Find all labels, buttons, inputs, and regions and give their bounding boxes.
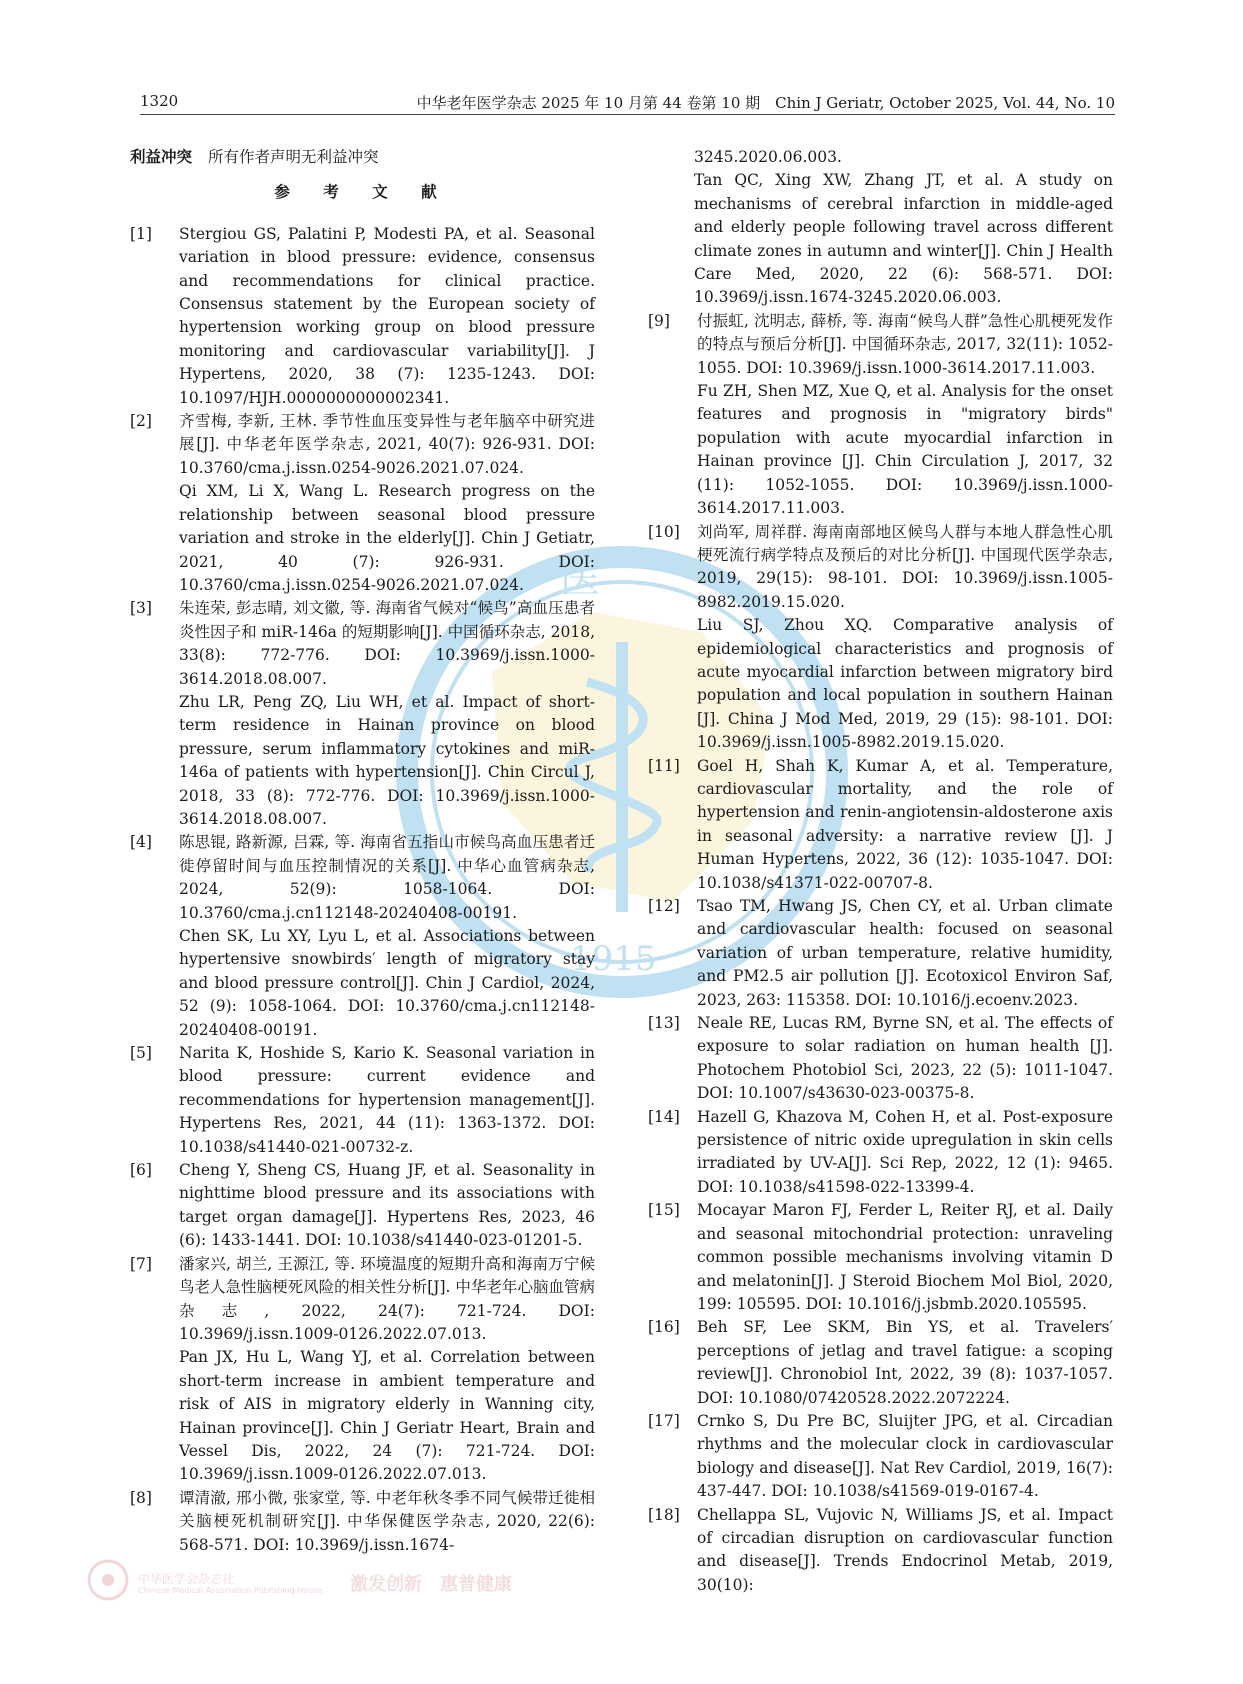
- conflict-of-interest: [130, 146, 595, 169]
- reference-original: 朱连荣, 彭志晴, 刘文徽, 等. 海南省气候对“候鸟”高血压患者炎性因子和 miR-146a 的短期影响[J]. 中国循环杂志, 2018, 33(8): 772-776. DOI: 10.3969/j.issn.1000-3614.2018.08.007.: [179, 599, 595, 688]
- reference-number: [9]: [648, 311, 670, 330]
- reference-item: [648, 521, 1113, 755]
- reference-number: [4]: [130, 833, 152, 852]
- logo-flower-icon: [86, 1558, 130, 1602]
- header-rule: [140, 114, 1115, 115]
- reference-number: [7]: [130, 1254, 152, 1273]
- reference-original: Beh SF, Lee SKM, Bin YS, et al. Travelers′ perceptions of jetlag and travel fatigue: a scoping review[J]. Chronobiol Int, 2022, 39 (8): 1037-1057. DOI: 10.1080/07420528.2022.2072224.: [697, 1318, 1113, 1407]
- reference-text: [697, 1504, 1113, 1598]
- reference-text: [697, 1012, 1113, 1106]
- reference-translation: Liu SJ, Zhou XQ. Comparative analysis of epidemiological characteristics and prognosis of acute myocardial infarction between migratory bird population and local population in southern Hainan [J]. China J Mod Med, 2019, 29 (15): 98-101. DOI: 10.3969/j.issn.1005-8982.2019.15.020.: [697, 616, 1113, 752]
- reference-number: [11]: [648, 756, 680, 775]
- reference-text: [179, 831, 595, 1042]
- reference-text: [697, 1316, 1113, 1410]
- watermark-year: 1915: [570, 939, 657, 979]
- reference-item: [648, 1316, 1113, 1410]
- continued-reference-line: Tan QC, Xing XW, Zhang JT, et al. A study on mechanisms of cerebral infarction in middle-aged and elderly people following travel across different climate zones in autumn and winter[J]. Chin J Health Care Med, 2020, 22 (6): 568-571. DOI: 10.3969/j.issn.1674-3245.2020.06.003.: [694, 171, 1113, 307]
- reference-translation: Chen SK, Lu XY, Lyu L, et al. Associations between hypertensive snowbirds′ length of migratory stay and blood pressure control[J]. Chin J Cardiol, 2024, 52 (9): 1058-1064. DOI: 10.3760/cma.j.cn112148-20240408-00191.: [179, 927, 595, 1039]
- reference-item: [648, 895, 1113, 1012]
- reference-item: [648, 755, 1113, 895]
- logo-slogan: 激发创新 惠普健康: [350, 1574, 512, 1595]
- reference-original: Neale RE, Lucas RM, Byrne SN, et al. The effects of exposure to solar radiation on human health [J]. Photochem Photobiol Sci, 2023, 22 (5): 1011-1047. DOI: 10.1007/s43630-023-00375-8.: [697, 1014, 1113, 1103]
- reference-number: [3]: [130, 599, 152, 618]
- journal-citation: 中华老年医学杂志 2025 年 10 月第 44 卷第 10 期 Chin J Geriatr, October 2025, Vol. 44, No. 10: [416, 94, 1115, 112]
- reference-text: [697, 310, 1113, 521]
- reference-text: [697, 1199, 1113, 1316]
- reference-number: [8]: [130, 1488, 152, 1507]
- reference-number: [15]: [648, 1201, 680, 1220]
- page-number: 1320: [140, 92, 179, 110]
- reference-item: [648, 310, 1113, 521]
- reference-number: [10]: [648, 522, 680, 541]
- reference-original: Crnko S, Du Pre BC, Sluijter JPG, et al. Circadian rhythms and the molecular clock in cardiovascular biology and disease[J]. Nat Rev Cardiol, 2019, 16(7): 437-447. DOI: 10.1038/s41569-019-0167-4.: [697, 1411, 1113, 1501]
- reference-original: 潘家兴, 胡兰, 王源江, 等. 环境温度的短期升高和海南万宁候鸟老人急性脑梗死风险的相关性分析[J]. 中华老年心脑血管病杂志, 2022, 24(7): 721-724. DOI: 10.3969/j.issn.1009-0126.2022.07.013.: [179, 1254, 595, 1343]
- reference-translation: Zhu LR, Peng ZQ, Liu WH, et al. Impact of short-term residence in Hainan province on blood pressure, serum inflammatory cytokines and miR-146a of patients with hypertension[J]. Chin Circul J, 2018, 33 (8): 772-776. DOI: 10.3969/j.issn.1000-3614.2018.08.007.: [179, 692, 595, 828]
- reference-original: Cheng Y, Sheng CS, Huang JF, et al. Seasonality in nighttime blood pressure and its associations with target organ damage[J]. Hypertens Res, 2023, 46 (6): 1433-1441. DOI: 10.1038/s41440-023-01201-5.: [179, 1161, 595, 1250]
- reference-original: Stergiou GS, Palatini P, Modesti PA, et al. Seasonal variation in blood pressure: evidence, consensus and recommendations for clinical practice. Consensus statement by the European society of hypertension working group on blood pressure monitoring and cardiovascular variability[J]. J Hypertens, 2020, 38 (7): 1235-1243. DOI: 10.1097/HJH.0000000000002341.: [179, 224, 595, 407]
- reference-text: [697, 755, 1113, 895]
- reference-original: 刘尚军, 周祥群. 海南南部地区候鸟人群与本地人群急性心肌梗死流行病学特点及预后的对比分析[J]. 中国现代医学杂志, 2019, 29(15): 98-101. DOI: 10.3969/j.issn.1005-8982.2019.15.020.: [697, 522, 1113, 611]
- reference-original: Narita K, Hoshide S, Kario K. Seasonal variation in blood pressure: current evidence and recommendations for hypertension management[J]. Hypertens Res, 2021, 44 (11): 1363-1372. DOI: 10.1038/s41440-021-00732-z.: [179, 1044, 595, 1156]
- conflict-text: 所有作者声明无利益冲突: [208, 148, 379, 166]
- reference-number: [16]: [648, 1318, 680, 1337]
- reference-item: [648, 1410, 1113, 1504]
- reference-item: [130, 1159, 595, 1253]
- reference-number: [14]: [648, 1107, 680, 1126]
- reference-number: [2]: [130, 412, 152, 431]
- reference-text: [179, 1253, 595, 1487]
- reference-translation: Qi XM, Li X, Wang L. Research progress on the relationship between seasonal blood pressure variation and stroke in the elderly[J]. Chin J Getiatr, 2021, 40 (7): 926-931. DOI: 10.3760/cma.j.issn.0254-9026.2021.07.024.: [179, 482, 595, 594]
- reference-list-right: [648, 310, 1113, 1597]
- reference-text: [697, 521, 1113, 755]
- reference-original: 谭清澈, 邢小微, 张家堂, 等. 中老年秋冬季不同气候带迁徙相关脑梗死机制研究[J]. 中华保健医学杂志, 2020, 22(6): 568-571. DOI: 10.3969/j.issn.1674-: [179, 1488, 595, 1554]
- reference-original: Goel H, Shah K, Kumar A, et al. Temperature, cardiovascular mortality, and the role of hypertension and renin-angiotensin-aldosterone axis in seasonal adversity: a narrative review [J]. J Human Hypertens, 2022, 36 (12): 1035-1047. DOI: 10.1038/s41371-022-00707-8.: [697, 756, 1113, 892]
- reference-item: [130, 223, 595, 410]
- reference-text: [179, 1159, 595, 1253]
- right-column: [648, 146, 1113, 1597]
- reference-translation: Pan JX, Hu L, Wang YJ, et al. Correlation between short-term increase in ambient temperature and risk of AIS in migratory elderly in Wanning city, Hainan province[J]. Chin J Geriatr Heart, Brain and Vessel Dis, 2022, 24 (7): 721-724. DOI: 10.3969/j.issn.1009-0126.2022.07.013.: [179, 1348, 595, 1484]
- continued-reference-line: 3245.2020.06.003.: [694, 148, 842, 166]
- reference-original: Mocayar Maron FJ, Ferder L, Reiter RJ, et al. Daily and seasonal mitochondrial protection: unraveling common possible mechanisms involving vitamin D and melatonin[J]. J Steroid Biochem Mol Biol, 2020, 199: 105595. DOI: 10.1016/j.jsbmb.2020.105595.: [697, 1201, 1113, 1313]
- reference-number: [17]: [648, 1411, 680, 1430]
- reference-original: Hazell G, Khazova M, Cohen H, et al. Post-exposure persistence of nitric oxide upregulation in skin cells irradiated by UV-A[J]. Sci Rep, 2022, 12 (1): 9465. DOI: 10.1038/s41598-022-13399-4.: [697, 1107, 1113, 1196]
- reference-text: [697, 1106, 1113, 1200]
- reference-item: [648, 1504, 1113, 1598]
- logo-english-name: Chinese Medical Association Publishing House: [138, 1586, 323, 1595]
- logo-chinese-name: 中华医学会杂志社: [138, 1572, 235, 1586]
- reference-number: [6]: [130, 1161, 152, 1180]
- reference-number: [5]: [130, 1044, 152, 1063]
- reference-text: [179, 1487, 595, 1557]
- reference-number: [13]: [648, 1014, 680, 1033]
- reference-original: 齐雪梅, 李新, 王林. 季节性血压变异性与老年脑卒中研究进展[J]. 中华老年医学杂志, 2021, 40(7): 926-931. DOI: 10.3760/cma.j.issn.0254-9026.2021.07.024.: [179, 412, 595, 477]
- publisher-logo: [86, 1558, 556, 1610]
- reference-number: [18]: [648, 1505, 680, 1524]
- reference-item: [648, 1012, 1113, 1106]
- reference-original: 陈思锟, 路新源, 吕霖, 等. 海南省五指山市候鸟高血压患者迁徙停留时间与血压控制情况的关系[J]. 中华心血管病杂志, 2024, 52(9): 1058-1064. DOI: 10.3760/cma.j.cn112148-20240408-00191.: [179, 833, 595, 922]
- reference-item: [648, 1199, 1113, 1316]
- conflict-label: 利益冲突: [130, 148, 193, 166]
- watermark-char: 医: [560, 556, 600, 602]
- reference-text: [179, 1042, 595, 1159]
- reference-continuation: [648, 146, 1113, 310]
- reference-translation: Fu ZH, Shen MZ, Xue Q, et al. Analysis for the onset features and prognosis in "migratory birds" population with acute myocardial infarction in Hainan province [J]. Chin Circulation J, 2017, 32 (11): 1052-1055. DOI: 10.3969/j.issn.1000-3614.2017.11.003.: [697, 382, 1113, 518]
- reference-item: [130, 1042, 595, 1159]
- reference-text: [179, 597, 595, 831]
- reference-number: [12]: [648, 897, 680, 915]
- reference-original: Chellappa SL, Vujovic N, Williams JS, et al. Impact of circadian disruption on cardiovascular function and disease[J]. Trends Endocrinol Metab, 2019, 30(10):: [697, 1505, 1113, 1594]
- reference-text: [697, 1410, 1113, 1504]
- reference-text: [179, 223, 595, 410]
- reference-text: [697, 895, 1113, 1012]
- reference-list-left: [130, 223, 595, 1557]
- reference-original: Tsao TM, Hwang JS, Chen CY, et al. Urban climate and cardiovascular health: focused on seasonal variation of urban temperature, relative humidity, and PM2.5 air pollution [J]. Ecotoxicol Environ Saf, 2023, 263: 115358. DOI: 10.1016/j.ecoenv.2023.: [697, 897, 1113, 1009]
- reference-text: [179, 410, 595, 597]
- reference-item: [648, 1106, 1113, 1200]
- reference-original: 付振虹, 沈明志, 薛桥, 等. 海南“候鸟人群”急性心肌梗死发作的特点与预后分析[J]. 中国循环杂志, 2017, 32(11): 1052-1055. DOI: 10.3969/j.issn.1000-3614.2017.11.003.: [697, 311, 1113, 377]
- reference-number: [1]: [130, 224, 152, 243]
- reference-item: [130, 597, 595, 831]
- left-column: [130, 146, 595, 1557]
- reference-item: [130, 1253, 595, 1487]
- reference-item: [130, 410, 595, 597]
- reference-item: [130, 831, 595, 1042]
- references-heading: 参 考 文 献: [274, 183, 451, 202]
- reference-item: [130, 1487, 595, 1557]
